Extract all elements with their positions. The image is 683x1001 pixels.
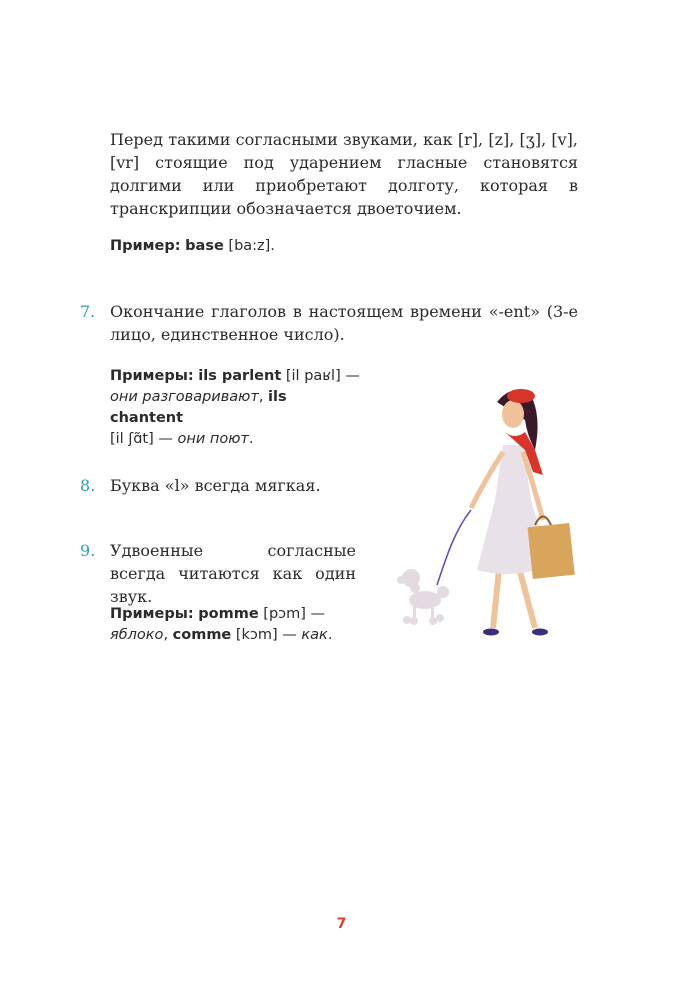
leash bbox=[437, 510, 471, 585]
example-word: ils parlent bbox=[198, 368, 282, 384]
example-gloss: они разговаривают bbox=[110, 389, 259, 405]
example-gloss: как bbox=[301, 627, 328, 643]
example-transcription: [pɔm] — bbox=[263, 606, 325, 622]
separator: . bbox=[327, 627, 333, 643]
page-number: 7 bbox=[336, 916, 347, 932]
example-word: comme bbox=[172, 627, 232, 643]
beret bbox=[507, 389, 535, 403]
separator: , bbox=[163, 627, 169, 643]
face bbox=[502, 400, 524, 428]
item-7-example bbox=[110, 366, 360, 450]
example-label: Примеры: bbox=[110, 606, 194, 622]
example-gloss: они поют bbox=[177, 431, 249, 447]
example-transcription: [il ʃɑ̃t] — bbox=[110, 431, 173, 447]
separator: . bbox=[248, 431, 254, 447]
example-word: pomme bbox=[198, 606, 259, 622]
intro-example bbox=[110, 236, 275, 257]
item-number-9: 9. bbox=[80, 541, 96, 560]
item-number-7: 7. bbox=[80, 302, 96, 321]
example-transcription: [ba:z]. bbox=[228, 238, 275, 254]
separator: , bbox=[258, 389, 264, 405]
item-number-8: 8. bbox=[80, 476, 96, 495]
item-8-text: Буква «l» всегда мягкая. bbox=[110, 476, 321, 495]
item-9-text: Удвоенные согласные всегда читаются как один звук. bbox=[110, 541, 356, 606]
example-transcription: [kɔm] — bbox=[235, 627, 297, 643]
item-9-example bbox=[110, 604, 360, 646]
example-word: base bbox=[185, 238, 224, 254]
item-7-text: Окончание глаголов в настоящем времени «-ent» (3-е лицо, единственное число). bbox=[110, 302, 578, 344]
intro-paragraph: Перед такими согласными звуками, как [r], [z], [ʒ], [v], [vr] стоящие под ударением гласные становятся долгими или приобретают долготу, которая в транскрипции обозначается двоеточием. bbox=[110, 130, 578, 218]
example-label: Пример: bbox=[110, 238, 181, 254]
poodle bbox=[397, 569, 449, 625]
example-transcription: [il paʁl] — bbox=[285, 368, 360, 384]
example-gloss: яблоко bbox=[110, 627, 164, 643]
example-word: ils chantent bbox=[110, 389, 287, 426]
example-label: Примеры: bbox=[110, 368, 194, 384]
woman-with-poodle-illustration bbox=[385, 380, 585, 645]
